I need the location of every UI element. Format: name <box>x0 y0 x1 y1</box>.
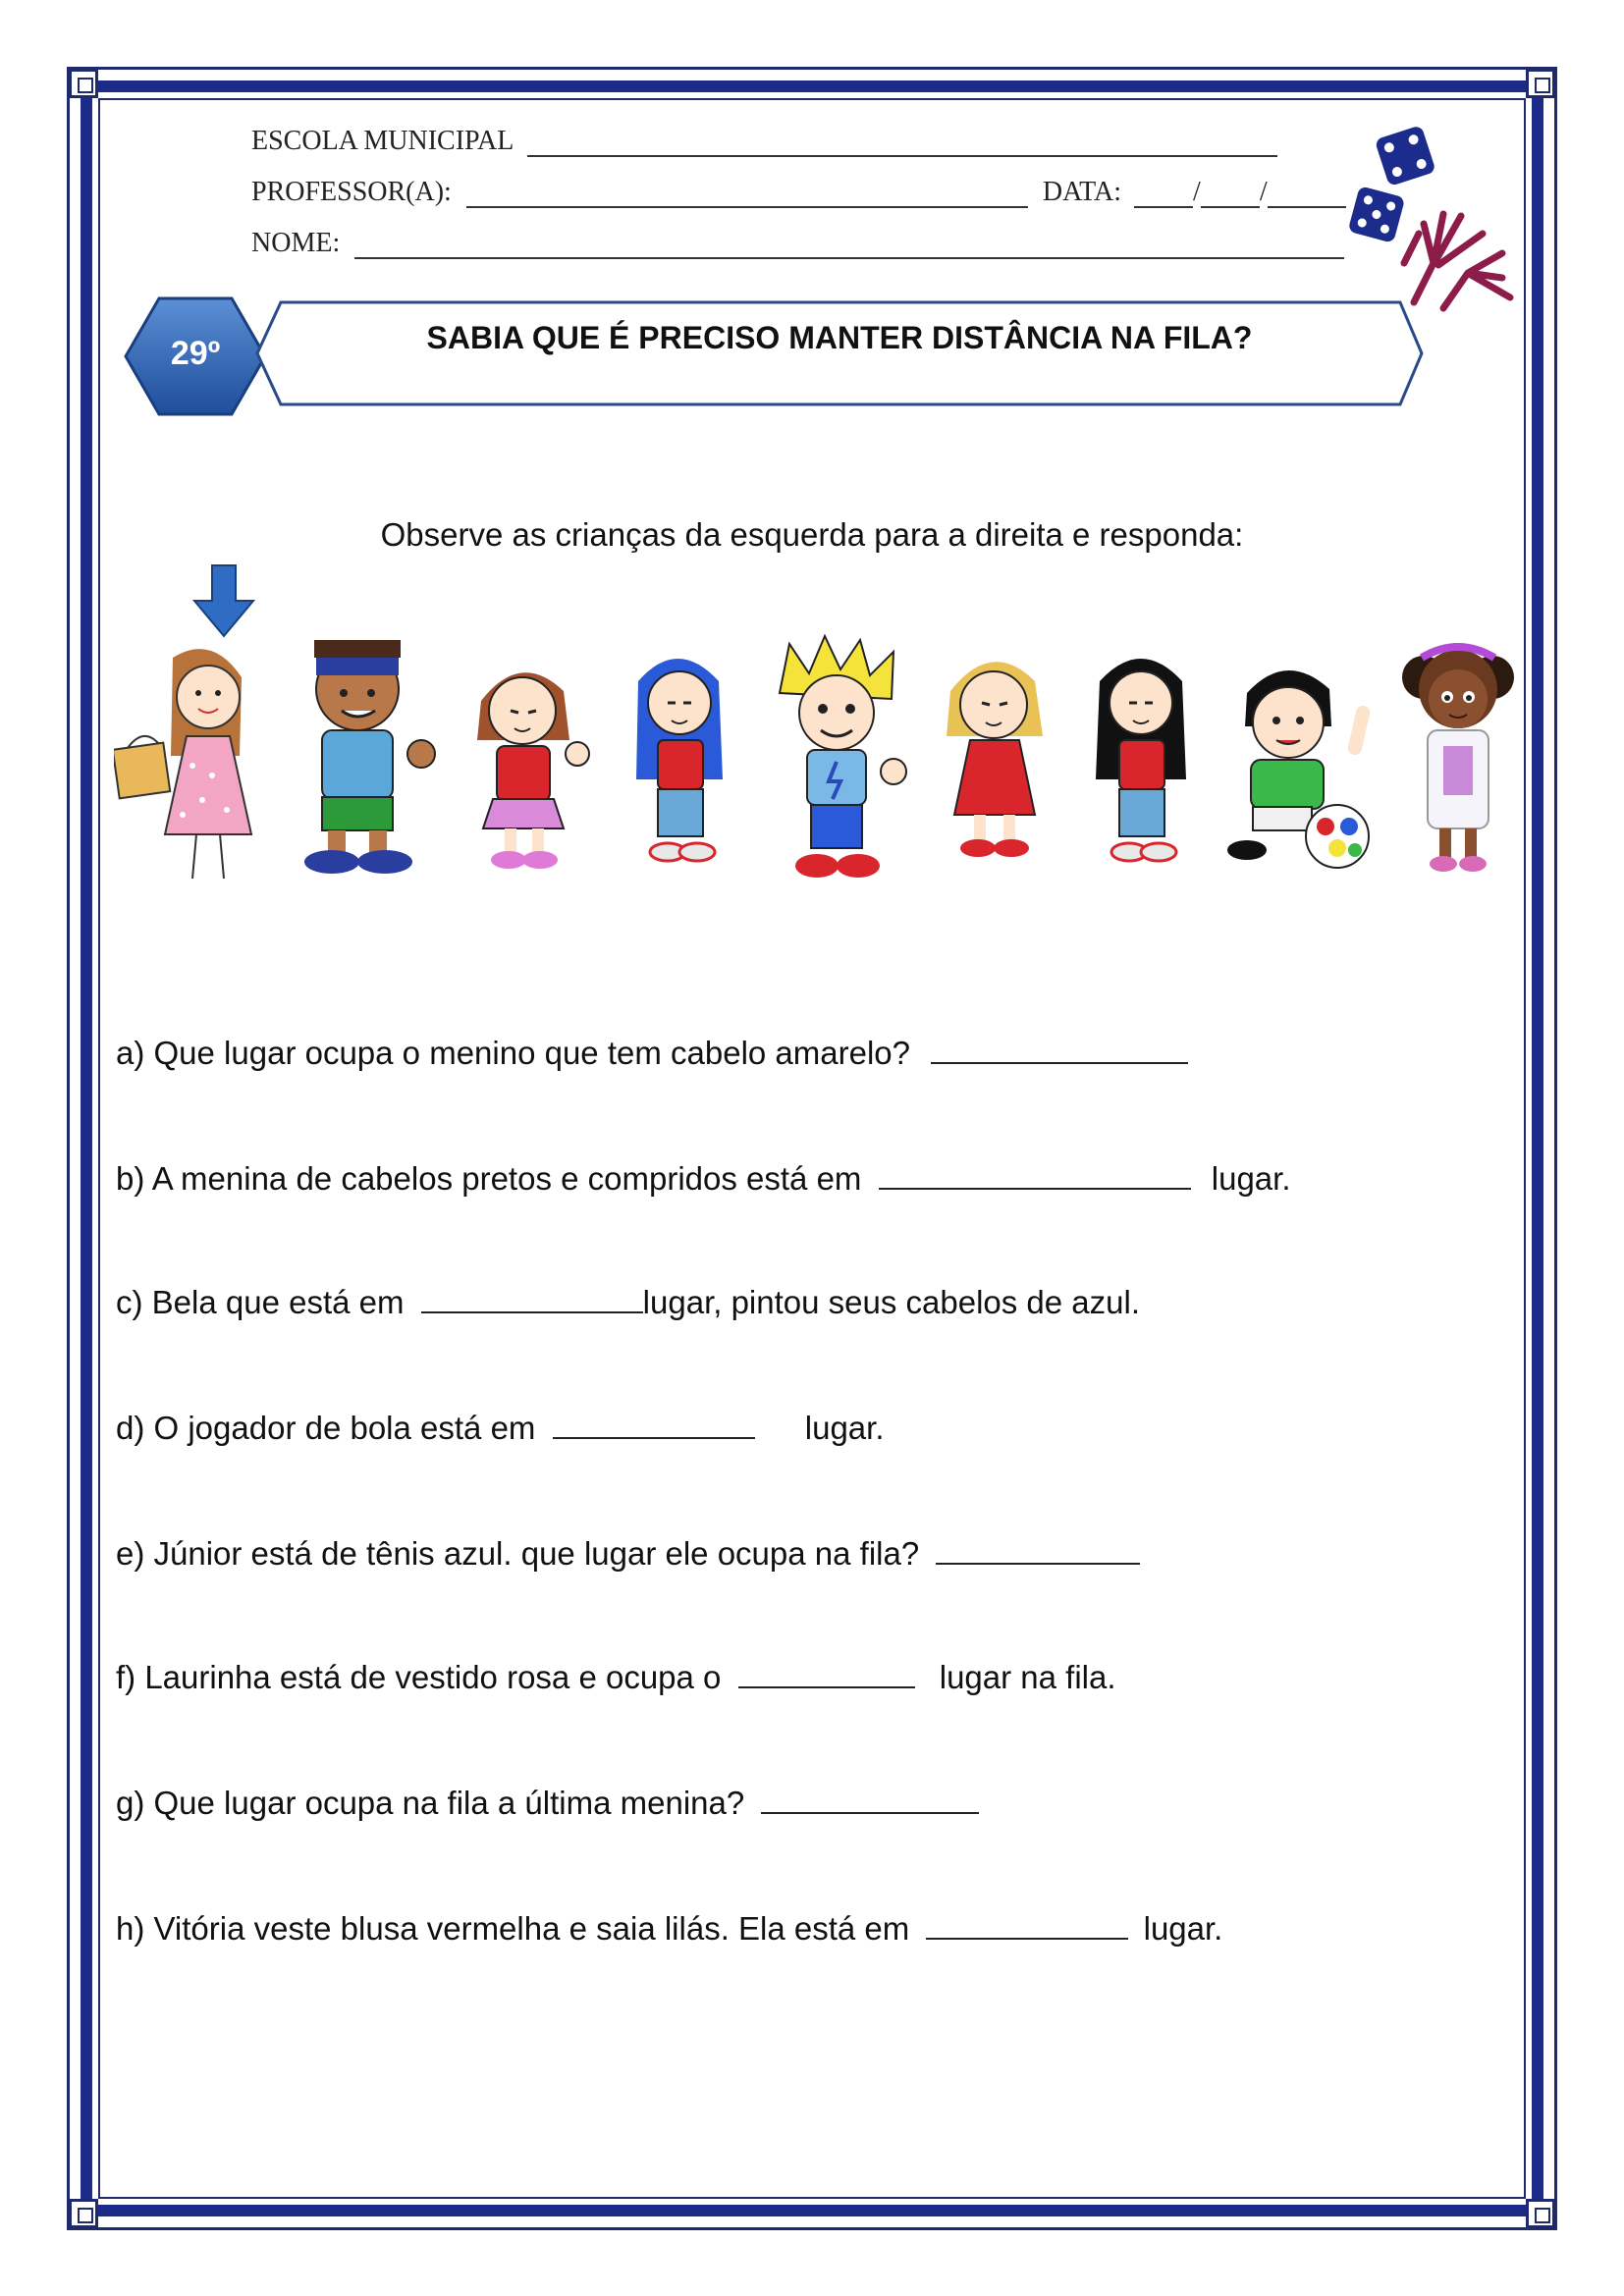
date-day-line[interactable] <box>1134 179 1193 208</box>
answer-blank-c[interactable] <box>421 1282 643 1313</box>
child-girl-red-shirt-lilac-skirt-icon <box>461 652 599 878</box>
question-text-suffix: lugar na fila. <box>939 1659 1116 1695</box>
name-input-line[interactable] <box>354 230 1344 259</box>
question-text: g) Que lugar ocupa na fila a última menina? <box>116 1785 745 1821</box>
corner-ornament <box>1526 2199 1555 2228</box>
answer-blank-g[interactable] <box>761 1783 979 1814</box>
down-arrow-icon <box>192 563 255 638</box>
answer-blank-a[interactable] <box>931 1033 1188 1064</box>
question-b <box>116 1158 1291 1198</box>
child-girl-pink-dress-icon <box>114 638 271 883</box>
school-input-line[interactable] <box>527 128 1277 157</box>
page-title: SABIA QUE É PRECISO MANTER DISTÂNCIA NA FILA? <box>426 320 1253 355</box>
date-label: DATA: <box>1042 177 1122 207</box>
corner-ornament <box>69 2199 98 2228</box>
answer-blank-d[interactable] <box>553 1408 755 1439</box>
question-text-suffix: lugar, pintou seus cabelos de azul. <box>642 1284 1141 1320</box>
question-text: d) O jogador de bola está em <box>116 1410 536 1446</box>
child-boy-soccer-player-icon <box>1208 654 1384 880</box>
question-f <box>116 1657 1116 1696</box>
child-girl-black-hair-icon <box>1080 642 1208 878</box>
question-g <box>116 1783 979 1822</box>
question-c <box>116 1282 1140 1321</box>
question-h <box>116 1908 1222 1948</box>
question-text-suffix: lugar. <box>804 1410 885 1446</box>
question-a <box>116 1033 1188 1072</box>
dice-hands-logo-icon <box>1345 116 1522 312</box>
child-girl-blue-hair-icon <box>619 642 746 878</box>
question-text-suffix: lugar. <box>1211 1160 1291 1197</box>
child-girl-blonde-red-dress-icon <box>933 642 1070 878</box>
child-boy-headband-icon <box>279 634 446 880</box>
date-separator: / <box>1193 177 1201 207</box>
child-girl-doctor-icon <box>1394 628 1522 880</box>
question-text: e) Júnior está de tênis azul. que lugar ele ocupa na fila? <box>116 1535 920 1572</box>
name-label: NOME: <box>251 228 341 258</box>
teacher-input-line[interactable] <box>466 179 1028 208</box>
instruction-text: Observe as crianças da esquerda para a direita e responda: <box>380 516 1244 553</box>
corner-ornament <box>69 69 98 98</box>
name-field <box>251 228 1344 259</box>
teacher-label: PROFESSOR(A): <box>251 177 452 207</box>
date-month-line[interactable] <box>1201 179 1260 208</box>
answer-blank-f[interactable] <box>738 1657 915 1688</box>
date-year-line[interactable] <box>1268 179 1346 208</box>
corner-ornament <box>1526 69 1555 98</box>
answer-blank-b[interactable] <box>879 1158 1191 1190</box>
school-label: ESCOLA MUNICIPAL <box>251 126 514 156</box>
date-separator: / <box>1259 177 1268 207</box>
question-text: f) Laurinha está de vestido rosa e ocupa o <box>116 1659 722 1695</box>
child-boy-yellow-hair-icon <box>760 634 917 887</box>
question-text: a) Que lugar ocupa o menino que tem cabelo amarelo? <box>116 1035 910 1071</box>
activity-number: 29º <box>170 335 221 372</box>
question-text: b) A menina de cabelos pretos e compridos está em <box>116 1160 862 1197</box>
teacher-date-field <box>251 177 1346 208</box>
answer-blank-e[interactable] <box>936 1533 1140 1565</box>
question-e <box>116 1533 1140 1573</box>
question-d <box>116 1408 885 1447</box>
question-text: c) Bela que está em <box>116 1284 405 1320</box>
school-field <box>251 126 1277 157</box>
page-border-inner <box>98 98 1526 2199</box>
question-text-suffix: lugar. <box>1143 1910 1223 1947</box>
answer-blank-h[interactable] <box>926 1908 1128 1940</box>
question-text: h) Vitória veste blusa vermelha e saia lilás. Ela está em <box>116 1910 910 1947</box>
